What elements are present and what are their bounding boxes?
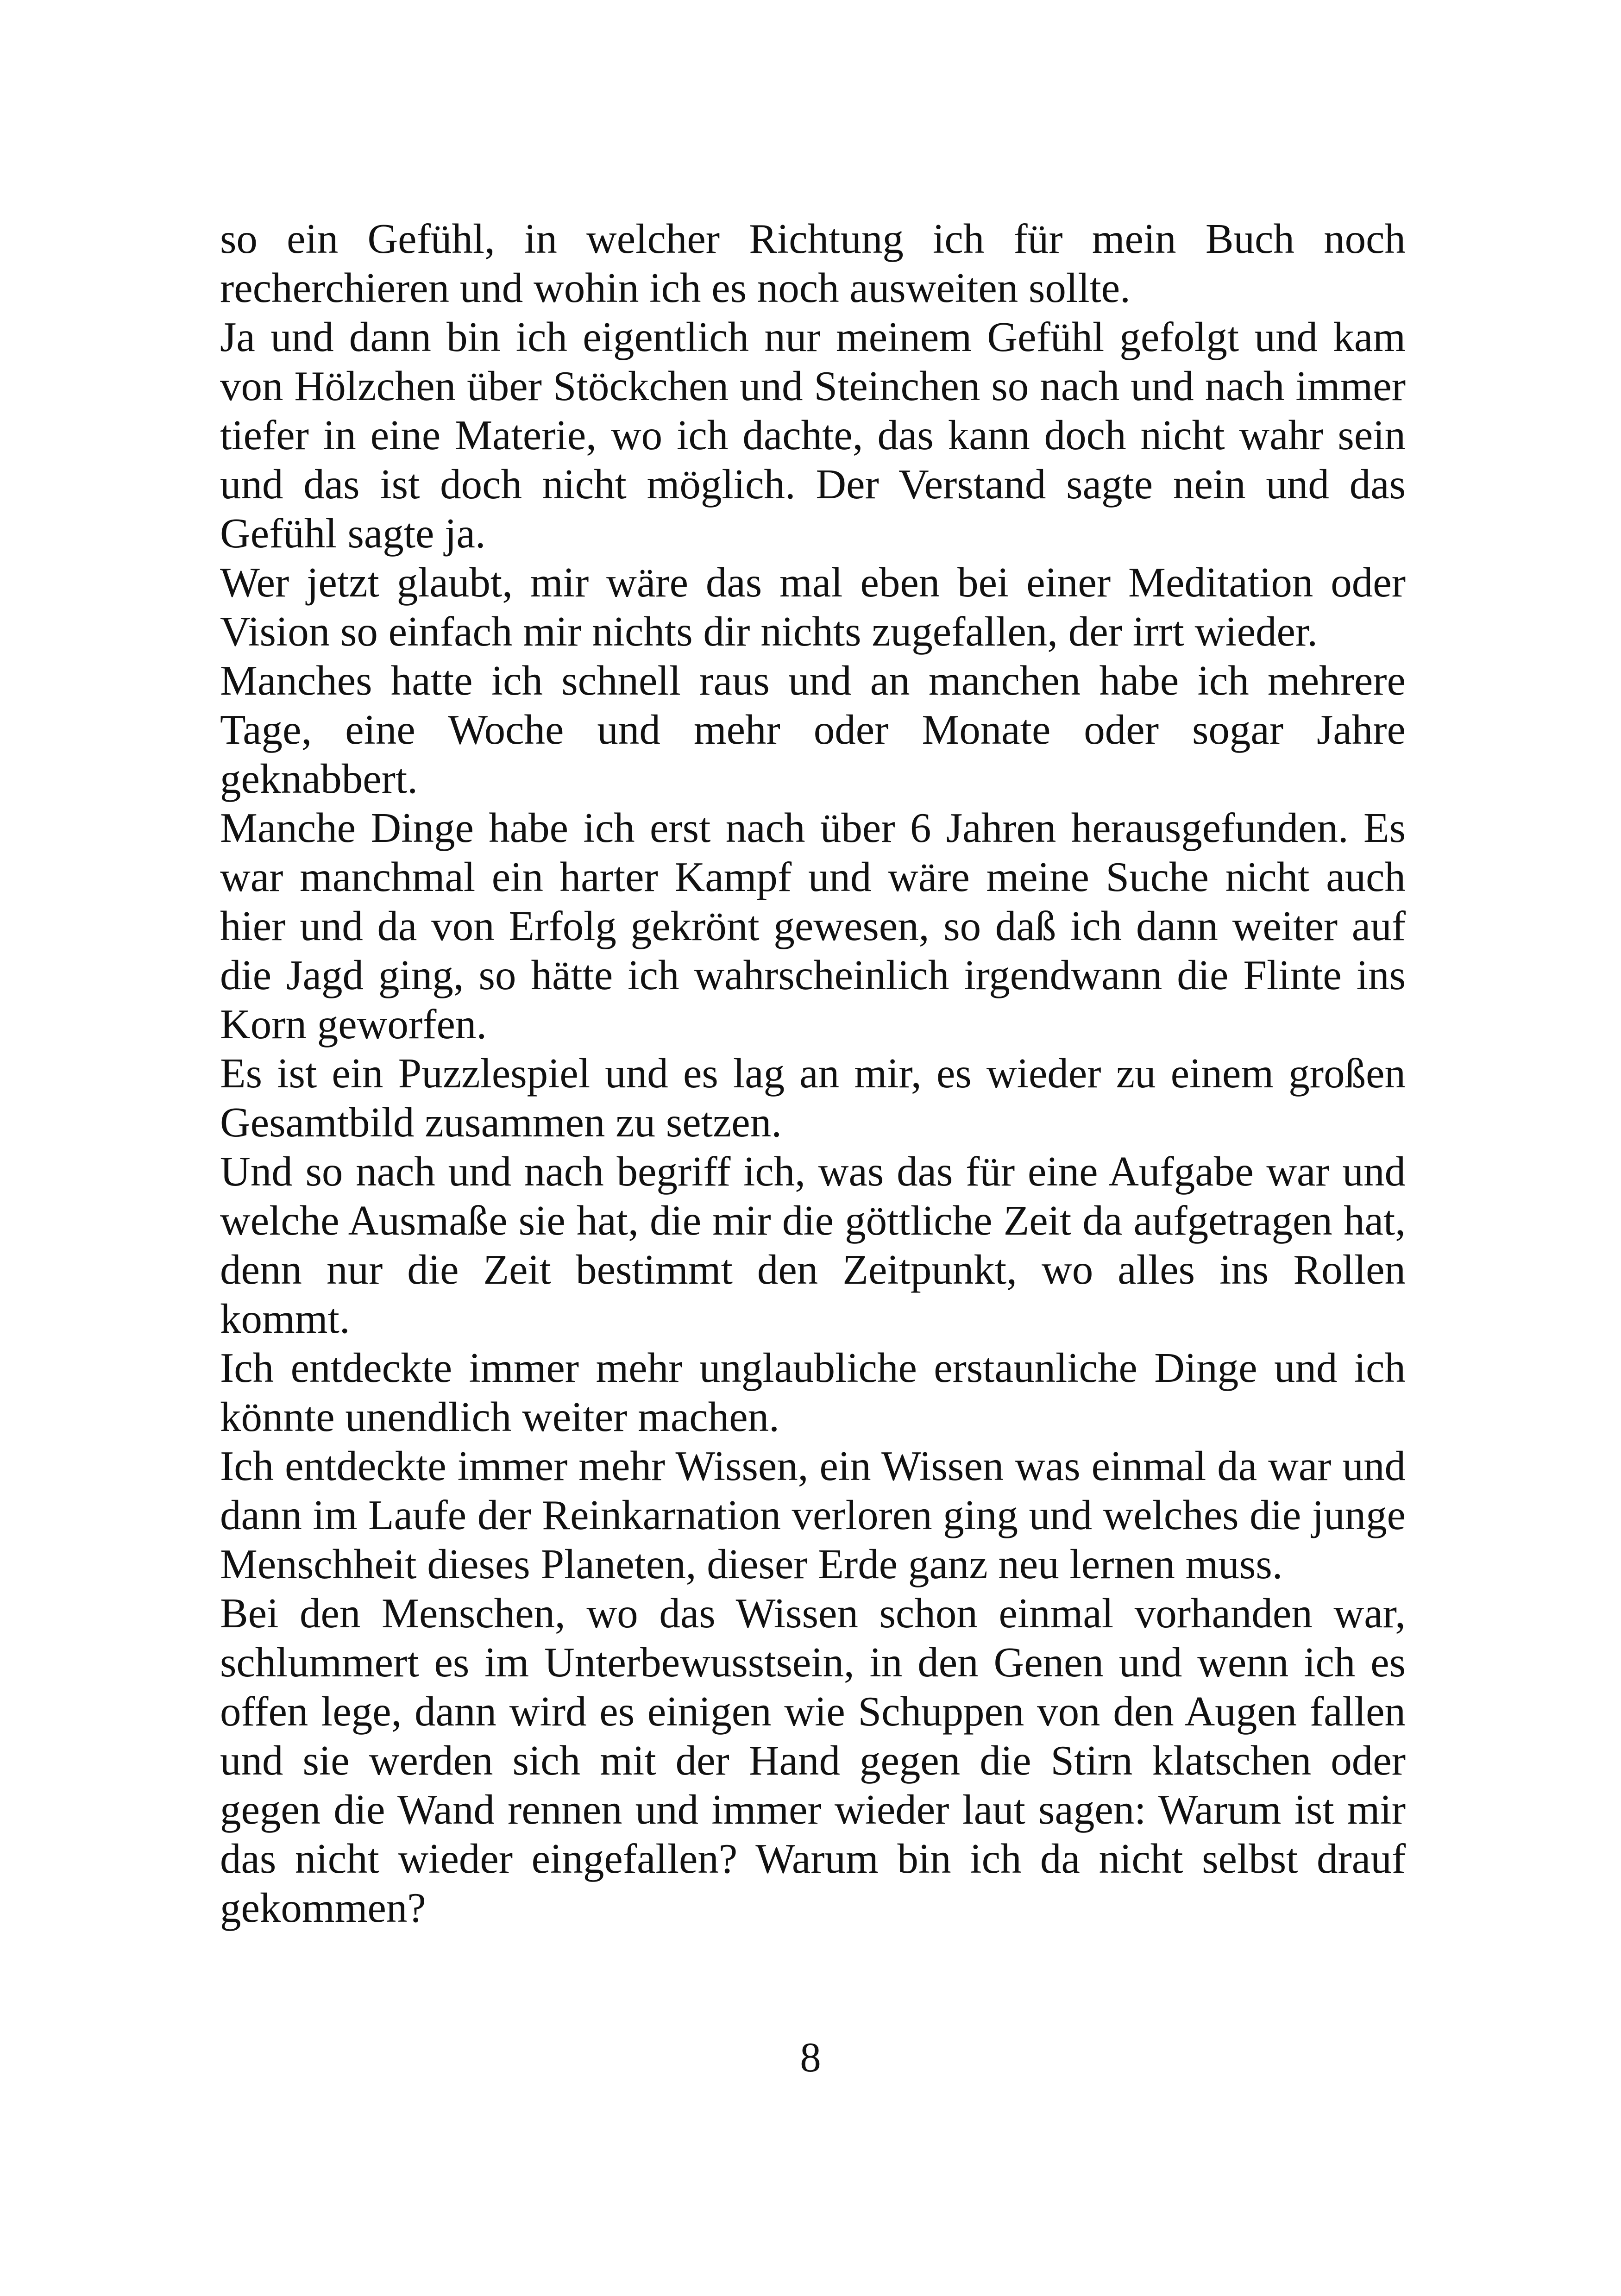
paragraph: Wer jetzt glaubt, mir wäre das mal eben bei einer Meditation oder Vision so einfach mir nichts dir nichts zugefallen, der irrt wieder. [220,559,1406,655]
paragraph: Ja und dann bin ich eigentlich nur meinem Gefühl gefolgt und kam von Hölzchen über Stöckchen und Steinchen so nach und nach immer tiefer in eine Materie, wo ich dachte, das kann doch nicht wahr sein und das ist doch nicht möglich. Der Verstand sagte nein und das Gefühl sagte ja. [220,314,1406,557]
paragraph: Ich entdeckte immer mehr unglaubliche erstaunliche Dinge und ich könnte unendlich weiter machen. [220,1344,1406,1440]
paragraph: Manche Dinge habe ich erst nach über 6 Jahren herausgefunden. Es war manchmal ein harter Kampf und wäre meine Suche nicht auch hier und da von Erfolg gekrönt gewesen, so daß ich dann weiter auf die Jagd ging, so hätte ich wahrscheinlich irgendwann die Flinte ins Korn geworfen. [220,804,1406,1048]
paragraph: Es ist ein Puzzlespiel und es lag an mir, es wieder zu einem großen Gesamtbild zusammen zu setzen. [220,1050,1406,1146]
paragraph: Ich entdeckte immer mehr Wissen, ein Wissen was einmal da war und dann im Laufe der Reinkarnation verloren ging und welches die junge Menschheit dieses Planeten, dieser Erde ganz neu lernen muss. [220,1443,1406,1587]
paragraph: Bei den Menschen, wo das Wissen schon einmal vorhanden war, schlummert es im Unterbewusstsein, in den Genen und wenn ich es offen lege, dann wird es einigen wie Schuppen von den Augen fallen und sie werden sich mit der Hand gegen die Stirn klatschen oder gegen die Wand rennen und immer wieder laut sagen: Warum ist mir das nicht wieder eingefallen? Warum bin ich da nicht selbst drauf gekommen? [220,1590,1406,1931]
paragraph: Und so nach und nach begriff ich, was das für eine Aufgabe war und welche Ausmaße sie hat, die mir die göttliche Zeit da aufgetragen hat, denn nur die Zeit bestimmt den Zeitpunkt, wo alles ins Rollen kommt. [220,1148,1406,1342]
body-text [220,214,1406,1932]
page-number: 8 [800,2034,821,2081]
paragraph: so ein Gefühl, in welcher Richtung ich für mein Buch noch recherchieren und wohin ich es noch ausweiten sollte. [220,215,1406,311]
paragraph: Manches hatte ich schnell raus und an manchen habe ich mehrere Tage, eine Woche und mehr oder Monate oder sogar Jahre geknabbert. [220,657,1406,802]
